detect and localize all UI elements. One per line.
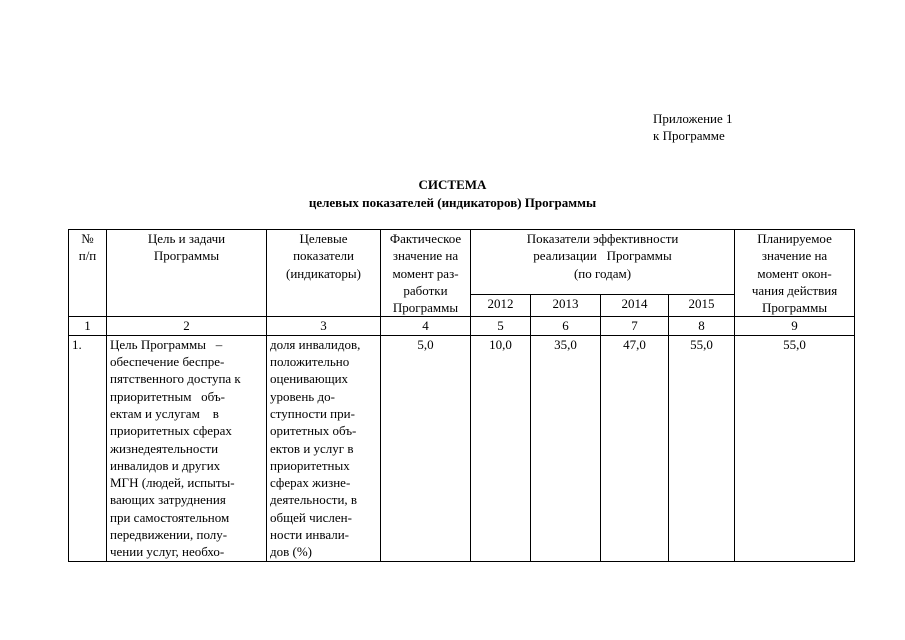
header-efficiency: Показатели эффективности реализации Программы (по годам) bbox=[471, 230, 735, 295]
row-value-2014: 47,0 bbox=[601, 335, 669, 561]
header-row-1 bbox=[69, 230, 855, 295]
annex-line-2: к Программе bbox=[653, 128, 725, 143]
header-num: № п/п bbox=[69, 230, 107, 317]
column-number: 7 bbox=[601, 317, 669, 335]
header-planned: Планируемое значение на момент окон- чания действия Программы bbox=[735, 230, 855, 317]
header-actual: Фактическое значение на момент раз- работки Программы bbox=[381, 230, 471, 317]
document-title bbox=[0, 176, 905, 212]
column-number: 9 bbox=[735, 317, 855, 335]
column-number: 5 bbox=[471, 317, 531, 335]
row-goal: Цель Программы – обеспечение беспре- пятственного доступа к приоритетным объ- ектам и услугам в приоритетных сферах жизнедеятельности инвалидов и других МГН (людей, испыты- вающих затруднения при самостоятельном передвижении, полу- чении услуг, необхо- bbox=[107, 335, 267, 561]
title-line-2: целевых показателей (индикаторов) Программы bbox=[308, 195, 597, 210]
header-year-2014: 2014 bbox=[601, 294, 669, 317]
header-goal: Цель и задачи Программы bbox=[107, 230, 267, 317]
annex-note bbox=[653, 110, 733, 144]
column-number: 2 bbox=[107, 317, 267, 335]
indicators-table bbox=[68, 229, 855, 562]
header-year-2015: 2015 bbox=[669, 294, 735, 317]
column-number: 6 bbox=[531, 317, 601, 335]
header-year-2013: 2013 bbox=[531, 294, 601, 317]
title-line-1: СИСТЕМА bbox=[418, 177, 487, 192]
column-number: 4 bbox=[381, 317, 471, 335]
row-value-2013: 35,0 bbox=[531, 335, 601, 561]
header-year-2012: 2012 bbox=[471, 294, 531, 317]
row-number: 1. bbox=[69, 335, 107, 561]
annex-line-1: Приложение 1 bbox=[653, 111, 733, 126]
row-planned-value: 55,0 bbox=[735, 335, 855, 561]
row-value-2015: 55,0 bbox=[669, 335, 735, 561]
row-value-2012: 10,0 bbox=[471, 335, 531, 561]
column-number: 1 bbox=[69, 317, 107, 335]
column-number: 8 bbox=[669, 317, 735, 335]
table-row bbox=[69, 335, 855, 561]
row-indicator: доля инвалидов, положительно оценивающих уровень до- ступности при- оритетных объ- ектов и услуг в приоритетных сферах жизне- деятельности, в общей числен- ности инвали- дов (%) bbox=[267, 335, 381, 561]
column-number-row bbox=[69, 317, 855, 335]
row-actual-value: 5,0 bbox=[381, 335, 471, 561]
column-number: 3 bbox=[267, 317, 381, 335]
header-indicators: Целевые показатели (индикаторы) bbox=[267, 230, 381, 317]
